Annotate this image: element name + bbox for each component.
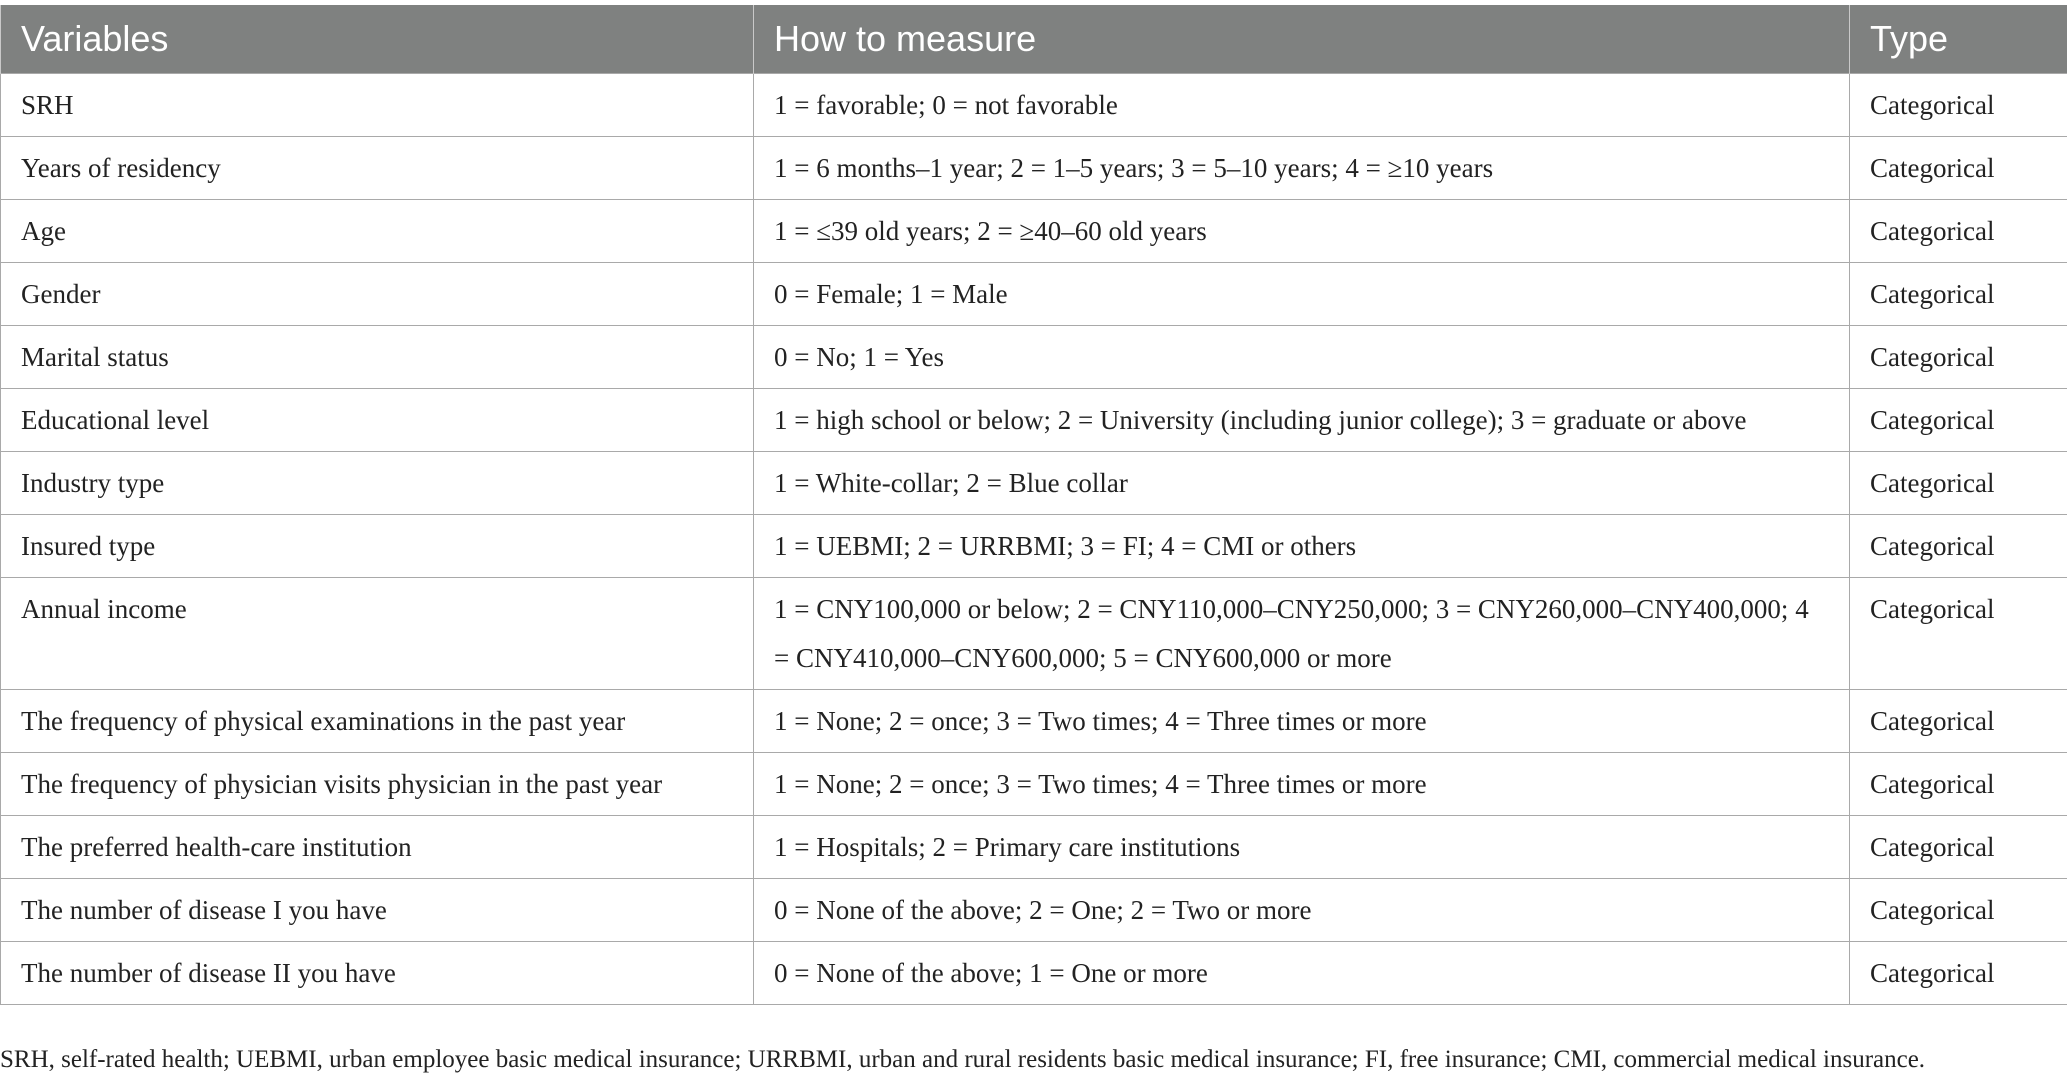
table-row [1, 74, 2067, 137]
table-row [1, 326, 2067, 389]
variable-cell: Marital status [1, 326, 754, 389]
type-cell: Categorical [1850, 452, 2067, 515]
variable-cell: Industry type [1, 452, 754, 515]
variable-cell: The frequency of physician visits physician in the past year [1, 753, 754, 816]
type-cell: Categorical [1850, 389, 2067, 452]
type-cell: Categorical [1850, 690, 2067, 753]
measure-cell: 0 = Female; 1 = Male [754, 263, 1850, 326]
measure-cell: 0 = None of the above; 1 = One or more [754, 942, 1850, 1005]
measure-cell: 1 = None; 2 = once; 3 = Two times; 4 = Three times or more [754, 753, 1850, 816]
measure-cell: 1 = ≤39 old years; 2 = ≥40–60 old years [754, 200, 1850, 263]
variable-cell: Educational level [1, 389, 754, 452]
variable-cell: The preferred health-care institution [1, 816, 754, 879]
variable-cell: Years of residency [1, 137, 754, 200]
table-row [1, 389, 2067, 452]
table-row [1, 816, 2067, 879]
measure-cell: 1 = high school or below; 2 = University (including junior college); 3 = graduate or above [754, 389, 1850, 452]
variable-cell: Annual income [1, 578, 754, 690]
table-row [1, 263, 2067, 326]
variable-cell: Insured type [1, 515, 754, 578]
variable-cell: The number of disease I you have [1, 879, 754, 942]
type-cell: Categorical [1850, 753, 2067, 816]
measure-cell: 1 = UEBMI; 2 = URRBMI; 3 = FI; 4 = CMI or others [754, 515, 1850, 578]
measure-cell: 0 = None of the above; 2 = One; 2 = Two or more [754, 879, 1850, 942]
variable-cell: Age [1, 200, 754, 263]
type-cell: Categorical [1850, 816, 2067, 879]
variable-cell: The number of disease II you have [1, 942, 754, 1005]
variables-table [0, 5, 2067, 1005]
measure-cell: 1 = favorable; 0 = not favorable [754, 74, 1850, 137]
table-footnote: SRH, self-rated health; UEBMI, urban employee basic medical insurance; URRBMI, urban and rural residents basic medical insurance; FI, free insurance; CMI, commercial medical insurance. [0, 1046, 1926, 1073]
table-row [1, 137, 2067, 200]
type-cell: Categorical [1850, 200, 2067, 263]
variable-cell: Gender [1, 263, 754, 326]
header-variables: Variables [1, 5, 754, 74]
measure-cell: 1 = 6 months–1 year; 2 = 1–5 years; 3 = 5–10 years; 4 = ≥10 years [754, 137, 1850, 200]
type-cell: Categorical [1850, 942, 2067, 1005]
table-row [1, 690, 2067, 753]
header-row [1, 5, 2067, 74]
table-row [1, 452, 2067, 515]
table-row [1, 515, 2067, 578]
type-cell: Categorical [1850, 137, 2067, 200]
type-cell: Categorical [1850, 74, 2067, 137]
measure-cell: 1 = Hospitals; 2 = Primary care institutions [754, 816, 1850, 879]
table-row [1, 753, 2067, 816]
measure-cell: 1 = None; 2 = once; 3 = Two times; 4 = Three times or more [754, 690, 1850, 753]
measure-cell: 1 = CNY100,000 or below; 2 = CNY110,000–CNY250,000; 3 = CNY260,000–CNY400,000; 4 = CNY410,000–CNY600,000; 5 = CNY600,000 or more [754, 578, 1850, 690]
measure-cell: 1 = White-collar; 2 = Blue collar [754, 452, 1850, 515]
table-row [1, 879, 2067, 942]
measure-cell: 0 = No; 1 = Yes [754, 326, 1850, 389]
table-body [1, 74, 2067, 1005]
table-row [1, 942, 2067, 1005]
type-cell: Categorical [1850, 879, 2067, 942]
variable-cell: The frequency of physical examinations in the past year [1, 690, 754, 753]
variable-cell: SRH [1, 74, 754, 137]
header-type: Type [1850, 5, 2067, 74]
header-how-to-measure: How to measure [754, 5, 1850, 74]
table-container [0, 5, 2067, 1005]
type-cell: Categorical [1850, 263, 2067, 326]
table-row [1, 578, 2067, 690]
table-row [1, 200, 2067, 263]
type-cell: Categorical [1850, 578, 2067, 690]
type-cell: Categorical [1850, 326, 2067, 389]
type-cell: Categorical [1850, 515, 2067, 578]
table-header [1, 5, 2067, 74]
